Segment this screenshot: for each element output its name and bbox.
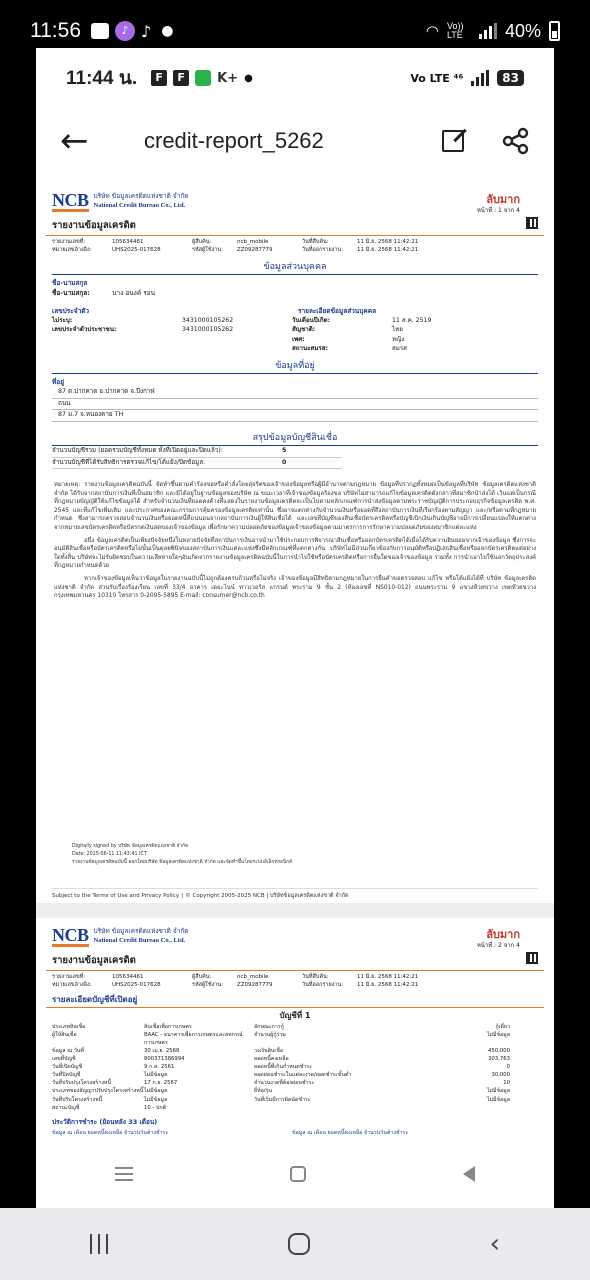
meta-value: ncb_mobile: [237, 238, 269, 245]
disclaimer-paragraph-3: หากเจ้าของข้อมูลเห็นว่าข้อมูลในรายงานฉบับนี้ไม่ถูกต้องครบถ้วนหรือไม่จริง เจ้าของข้อมูลมีสิทธิตามกฎหมายในการยื่นคำขอตรวจสอบ แก้ไข หรือโต้แย้งได้ที่ บริษัท ข้อมูลเครดิตแห่งชาติ จำกัด ส่วนรับเรื่องร้องเรียน เลขที่ 33/4 อาคาร เดอะไนน์ ทาวเวอร์ส แกรนด์ พระราม 9 ชั้น 2 (ห้องเลขที่ NS010-012) ถนนพระราม 9 แขวงห้วยขวาง เขตห้วยขวาง กรุงเทพมหานคร 10310 โทรสาร 0-2095-5895 E-mail: consumer@ncb.co.th: [54, 576, 536, 600]
meta-label: รหัสผู้ใช้งาน:: [192, 982, 223, 989]
more-dot-icon: ●: [244, 72, 253, 84]
arrow-left-icon[interactable]: ←: [60, 120, 89, 161]
meta-label: ผู้สืบค้น:: [192, 238, 212, 245]
disclaimer-paragraph-1: หมายเหตุ: รายงานข้อมูลเครดิตฉบับนี้ จัดทำขึ้นตามคำร้องขอหรือคำสั่งโดยสุจริตของเจ้าของข้อมูลหรือผู้มีอำนาจตามกฎหมาย ข้อมูลที่ปรากฏทั้งหมดเป็นข้อมูลที่บริษัท ข้อมูลเครดิตแห่งชาติ จำกัด ได้รับจากสถาบันการเงินที่เป็นสมาชิก และมิได้อยู่ในฐานข้อมูลของบริษัท ณ ขณะเวลาที่เจ้าของข้อมูลร้องขอ บริษัทไม่สามารถแก้ไขข้อมูลเครดิตดังกล่าวที่สมาชิกนำส่งได้ เว้นแต่เป็นกรณีที่กฎหมายบัญญัติให้แก้ไขข้อมูลได้ สำหรับจำนวนเงินที่ยอดคงค้างที่แสดงในรายงานข้อมูลเครดิตจะเป็นไปตามหลักเกณฑ์การนำส่งข้อมูลตามพระราชบัญญัติการประกอบธุรกิจข้อมูลเครดิต พ.ศ. 2545 และที่แก้ไขเพิ่มเติม และประกาศของคณะกรรมการคุ้มครองข้อมูลเครดิตเท่านั้น ซึ่งอาจแตกต่างกับจำนวนเงินหรือยอดที่ถึงสถาบันการเงินที่เรียกร้องตามสัญญา และ/หรือตามที่กฎหมายกำหนด ซึ่งสามารถตรวจสอบจำนวนเงินหรือยอดหนี้ที่แน่นอนจากสถาบันการเงินผู้ให้สินเชื่อได้ และเลขที่บัญชีของสินเชื่อบัตรเครดิตหรือบัญชีเบิกเงินเกินบัญชีอาจมีการเปลี่ยนแปลงให้แตกต่างจากหมายเลขบัตรเครดิตหรือบัตรกดเงินสดของเจ้าของข้อมูล เพื่อรักษาความปลอดภัยของข้อมูลเจ้าของข้อมูลตามมาตรการการรักษาความปลอดภัยของสมาชิกแต่ละแห่ง: [54, 482, 536, 532]
account-value: 10: [503, 1080, 510, 1087]
facebook-icon: F: [151, 70, 167, 86]
signal-icon: [471, 70, 489, 86]
detail-label: เลขประจำตัวประชาชน:: [52, 326, 117, 334]
section-accounts: รายละเอียดบัญชีที่เปิดอยู่: [46, 993, 544, 1009]
account-label: ประเภทสินเชื่อ: [52, 1024, 86, 1031]
kplus-icon: K+: [217, 70, 239, 86]
company-name-th: บริษัท ข้อมูลเครดิตแห่งชาติ จำกัด: [93, 927, 189, 935]
report-title: รายงานข้อมูลเครดิต: [46, 218, 544, 236]
name-label: ชื่อ-นามสกุล:: [52, 288, 90, 297]
payment-history-heading: ประวัติการชำระ (ย้อนหลัง 33 เดือน): [52, 1117, 158, 1126]
recent-apps-icon[interactable]: [115, 1167, 133, 1181]
meta-label: รายงานเลขที่:: [52, 238, 86, 245]
address-line: 87 ม.7 จ.หนองคาย TH: [52, 410, 538, 422]
doc-footer: Subject to the Terms of Use and Privacy Policy. | © Copyright 2005-2025 NCB | บริษัทข้อมูลเครดิตแห่งชาติ จำกัด: [52, 888, 538, 900]
edit-icon[interactable]: [442, 130, 464, 152]
meta-value: UHS2025-017628: [112, 247, 161, 254]
page-number: หน้าที่ : 2 จาก 4: [476, 942, 520, 949]
line-icon: [195, 70, 211, 86]
inner-screenshot: [36, 48, 554, 1208]
detail-label: สถานะสมรส:: [292, 345, 328, 353]
report-meta: [46, 971, 544, 993]
home-icon[interactable]: [288, 1233, 310, 1255]
address-line: ถนน: [52, 399, 538, 411]
detail-value: หญิง: [392, 335, 405, 343]
account-label: สถานะบัญชี: [52, 1104, 80, 1111]
signature-line: Digitally signed by บริษัท ข้อมูลเครดิตแห่งชาติ จำกัด: [72, 844, 189, 849]
account-title: บัญชีที่ 1: [279, 1011, 311, 1021]
company-name: [94, 927, 189, 945]
account-value: 450,000: [488, 1047, 510, 1054]
doc-header: [46, 918, 544, 947]
account-value: [414, 1105, 510, 1112]
account-value: 800371386994: [144, 1055, 185, 1062]
meta-label: รหัสผู้ใช้งาน:: [192, 247, 223, 254]
tiktok-icon: ♪: [141, 21, 152, 41]
name-value: นาง อนงค์ รอน: [112, 288, 156, 297]
detail-label: [52, 336, 182, 344]
signal-icon: [479, 23, 497, 39]
address-heading: ที่อยู่: [52, 377, 64, 386]
detail-value: ไทย: [392, 326, 403, 334]
meta-label: วันที่สืบค้น:: [302, 973, 329, 980]
more-dot-icon: ●: [161, 23, 174, 39]
qr-code-icon: [526, 952, 538, 964]
personal-heading: รายละเอียดข้อมูลส่วนบุคคล: [298, 307, 377, 316]
account-label: วันที่ปิดบัญชี: [52, 1072, 81, 1079]
signature-line: Date: 2025-06-11 11:43:41 ICT: [72, 852, 147, 857]
inner-status-right: [410, 70, 524, 86]
page-number: หน้าที่ : 1 จาก 4: [476, 207, 520, 214]
secret-label: ลับมาก: [486, 928, 520, 941]
page-separator: [36, 903, 554, 918]
account-label: วันที่ปรับโครงสร้างหนี้: [52, 1096, 103, 1103]
account-value: ไม่มีข้อมูล: [486, 1088, 510, 1095]
account-label: ผู้ให้สินเชื่อ: [52, 1032, 77, 1039]
document-title: credit-report_5262: [144, 127, 324, 153]
name-heading: ชื่อ-นามสกุล: [52, 278, 88, 287]
account-value: 30,000: [491, 1072, 510, 1079]
meta-value: 11 มิ.ย. 2568 11:42:21: [357, 982, 419, 989]
detail-label: ไม่ระบุ:: [52, 317, 73, 325]
meta-value: UHS2025-017628: [112, 982, 161, 989]
disclaimer-paragraph-2: อนึ่ง ข้อมูลเครดิตเป็นเพียงปัจจัยหนึ่งในหลายปัจจัยที่สถาบันการเงินอาจนำมาใช้ประกอบการพิจารณาสินเชื่อหรือออกบัตรเครดิตได้เมื่อได้รับความยินยอมจากเจ้าของข้อมูล ซึ่งการจะอนุมัติสินเชื่อหรือบัตรเครดิตหรือไม่นั้นเป็นดุลยพินิจของสถาบันการเงินแต่ละแห่งซึ่งมีหลักเกณฑ์ที่แตกต่างกัน บริษัทไม่มีส่วนเกี่ยวข้องกับการอนุมัติหรือปฏิเสธสินเชื่อหรือออกบัตรเครดิตแต่อย่างใดทั้งสิ้น บริษัทจะไม่รับผิดชอบในความเสียหายใดๆอันเกิดจากรายงานข้อมูลเครดิตฉบับนี้ในการนำไปใช้หรือบัตรเครดิตหรือการอื่นใดของเจ้าของข้อมูล รวมทั้ง การนำเอาไปใช้นอกวัตถุประสงค์ที่กฎหมายกำหนดด้วย: [54, 537, 536, 570]
summary-label: จำนวนบัญชีรวม (ยอดรวมบัญชีทั้งหมด ทั้งที่เปิดอยู่และปิดแล้ว):: [52, 446, 282, 458]
app-bar: [36, 108, 554, 173]
outer-nav-bar: [0, 1208, 590, 1280]
meta-value: ZZ09287779: [237, 247, 273, 254]
account-value: ไม่มีข้อมูล: [144, 1096, 168, 1103]
account-label: ยอดหนี้คงเหลือ: [254, 1055, 289, 1062]
meta-label: วันที่ออกรายงาน:: [302, 247, 344, 254]
volte-label: Vo)) LTE: [446, 21, 464, 40]
meta-label: หมายเลขอ้างอิง:: [52, 982, 92, 989]
payment-column-header: ข้อมูล ณ เดือน ยอดหนี้คงเหลือ จำนวนวันค้างชำระ: [52, 1129, 169, 1136]
back-chevron-icon[interactable]: ‹: [489, 1229, 501, 1259]
facebook-icon: F: [173, 70, 189, 86]
id-headings: [46, 297, 544, 317]
account-label: เลขที่บัญชี: [52, 1055, 76, 1062]
account-label: ยี่ห้อ/รุ่น: [254, 1088, 273, 1095]
meta-value: ZZ09287779: [237, 982, 273, 989]
summary-value: 5: [282, 446, 342, 458]
inner-status-bar: [36, 48, 554, 108]
detail-label: [52, 345, 182, 353]
summary-value: 0: [282, 458, 342, 470]
account-value: ไม่มีข้อมูล: [144, 1088, 168, 1095]
outer-clock: 11:56: [30, 19, 81, 42]
account-label: จำนวนผู้กู้ร่วม: [254, 1032, 286, 1039]
section-address: ข้อมูลที่อยู่: [52, 360, 538, 374]
recents-icon[interactable]: [90, 1234, 108, 1254]
account-label: วงเงินสินเชื่อ: [254, 1047, 284, 1054]
summary-label: จำนวนบัญชีที่ได้รับสิทธิการตรวจแก้ไข/โต้แย้ง/ปิดข้อมูล:: [52, 458, 282, 470]
battery-badge: 83: [497, 70, 524, 86]
meta-value: 11 มิ.ย. 2568 11:42:21: [357, 238, 419, 245]
account-value: 17 ก.ย. 2567: [144, 1080, 178, 1087]
back-triangle-icon[interactable]: [463, 1166, 475, 1182]
document-page-1[interactable]: [46, 183, 544, 903]
battery-percent: 40%: [504, 20, 541, 41]
account-label: ยอดผ่อนชำระในแต่ละงวด/ยอดชำระขั้นต่ำ: [254, 1072, 352, 1079]
meta-label: วันที่สืบค้น:: [302, 238, 329, 245]
meta-label: หมายเลขอ้างอิง:: [52, 247, 92, 254]
detail-value: [182, 336, 292, 344]
inner-nav-bar: [36, 1140, 554, 1208]
meta-label: ผู้สืบค้น:: [192, 973, 212, 980]
share-icon[interactable]: [502, 127, 530, 155]
account-value: 303,763: [488, 1055, 510, 1062]
inner-clock: 11:44 น.: [66, 68, 138, 89]
account-value: ไม่มีข้อมูล: [486, 1032, 510, 1039]
inner-notification-icons: [151, 70, 253, 86]
digital-signature: [72, 843, 292, 867]
detail-value: 3431000105262: [182, 317, 234, 325]
company-name-en: National Credit Bureau Co., Ltd.: [93, 937, 186, 944]
account-label: จำนวนงวดที่ต้องผ่อนชำระ: [254, 1080, 315, 1087]
section-personal: ข้อมูลส่วนบุคคล: [52, 261, 538, 275]
meta-value: ncb_mobile: [237, 973, 269, 980]
account-label: ข้อมูล ณ วันที่: [52, 1047, 84, 1054]
detail-label: วันเดือนปีเกิด:: [292, 317, 331, 325]
company-name-th: บริษัท ข้อมูลเครดิตแห่งชาติ จำกัด: [93, 192, 189, 200]
account-value: กู้เดี่ยว: [495, 1024, 510, 1031]
report-meta: [46, 236, 544, 258]
ncb-logo: NCB: [52, 190, 89, 210]
account-label: ลักษณะการกู้: [254, 1024, 284, 1031]
account-value: 9 ก.ค. 2561: [144, 1063, 175, 1070]
network-label: Vo LTE ⁴⁶: [410, 71, 464, 85]
secret-label: ลับมาก: [486, 193, 520, 206]
detail-label: สัญชาติ:: [292, 326, 316, 334]
account-value: 0: [506, 1063, 510, 1070]
detail-value: 11 ส.ค. 2519: [392, 317, 432, 325]
payment-column-header: ข้อมูล ณ เดือน ยอดหนี้คงเหลือ จำนวนวันค้างชำระ: [292, 1129, 409, 1136]
account-value: BAAC - ธนาคารเพื่อการเกษตรและสหกรณ์การเกษตร: [144, 1032, 243, 1046]
outer-notification-icons: [91, 21, 173, 41]
section-summary: สรุปข้อมูลบัญชีสินเชื่อ: [52, 432, 538, 446]
detail-value: [182, 345, 292, 353]
company-name: [94, 192, 189, 210]
detail-value: สมรส: [392, 345, 407, 353]
meta-value: 105634461: [112, 238, 144, 245]
wifi-icon: ◠: [425, 23, 439, 40]
app-bar-actions: [442, 127, 530, 155]
account-label: วันที่เริ่มมีการผิดนัดชำระ: [254, 1096, 311, 1103]
podcast-icon: ♪: [115, 21, 135, 41]
account-label: วันที่ปรับปรุงโครงสร้างหนี้: [52, 1080, 112, 1087]
id-heading: เลขประจำตัว: [52, 307, 90, 316]
account-label: วันที่เปิดบัญชี: [52, 1063, 83, 1070]
payment-history-columns: [46, 1128, 544, 1139]
battery-icon: [549, 21, 560, 41]
account-details: [46, 1022, 544, 1114]
gallery-icon: [91, 23, 109, 39]
ncb-logo: NCB: [52, 925, 89, 945]
meta-value: 11 มิ.ย. 2568 11:42:21: [357, 247, 419, 254]
meta-label: รายงานเลขที่:: [52, 973, 86, 980]
account-value: ไม่มีข้อมูล: [486, 1096, 510, 1103]
summary-table: [46, 446, 544, 469]
account-value: ไม่มีข้อมูล: [144, 1072, 168, 1079]
detail-value: 3431000105262: [182, 326, 234, 334]
account-label: ยอดหนี้ที่เกินกำหนดชำระ: [254, 1063, 312, 1070]
signature-line: รายงานข้อมูลเครดิตฉบับนี้ ออกโดยบริษัท ข้อมูลเครดิตแห่งชาติ จำกัด และจัดทำขึ้นโดยระบบอิเล็กทรอนิกส์: [72, 860, 293, 865]
report-title: รายงานข้อมูลเครดิต: [46, 953, 544, 971]
meta-value: 11 มิ.ย. 2568 11:42:21: [357, 973, 419, 980]
account-label: [254, 1105, 414, 1112]
account-value: 30 เม.ย. 2568: [144, 1047, 180, 1054]
qr-code-icon: [526, 217, 538, 229]
company-name-en: National Credit Bureau Co., Ltd.: [93, 202, 186, 209]
home-icon[interactable]: [290, 1166, 306, 1182]
outer-status-right: [426, 21, 560, 42]
doc-header: [46, 183, 544, 212]
meta-label: วันที่ออกรายงาน:: [302, 982, 344, 989]
address-line: 87 ต.ปากคาด อ.ปากคาด จ.บึงกาฬ: [52, 387, 538, 399]
meta-value: 105634461: [112, 973, 144, 980]
account-value: 10 - ปกติ: [144, 1104, 167, 1111]
personal-details: [46, 317, 544, 353]
detail-label: เพศ:: [292, 335, 305, 343]
account-value: สินเชื่อเพื่อการเกษตร: [144, 1024, 192, 1031]
account-label: ประเภทของสัญญาปรับปรุงโครงสร้างหนี้: [52, 1088, 144, 1095]
name-row: [46, 289, 544, 298]
